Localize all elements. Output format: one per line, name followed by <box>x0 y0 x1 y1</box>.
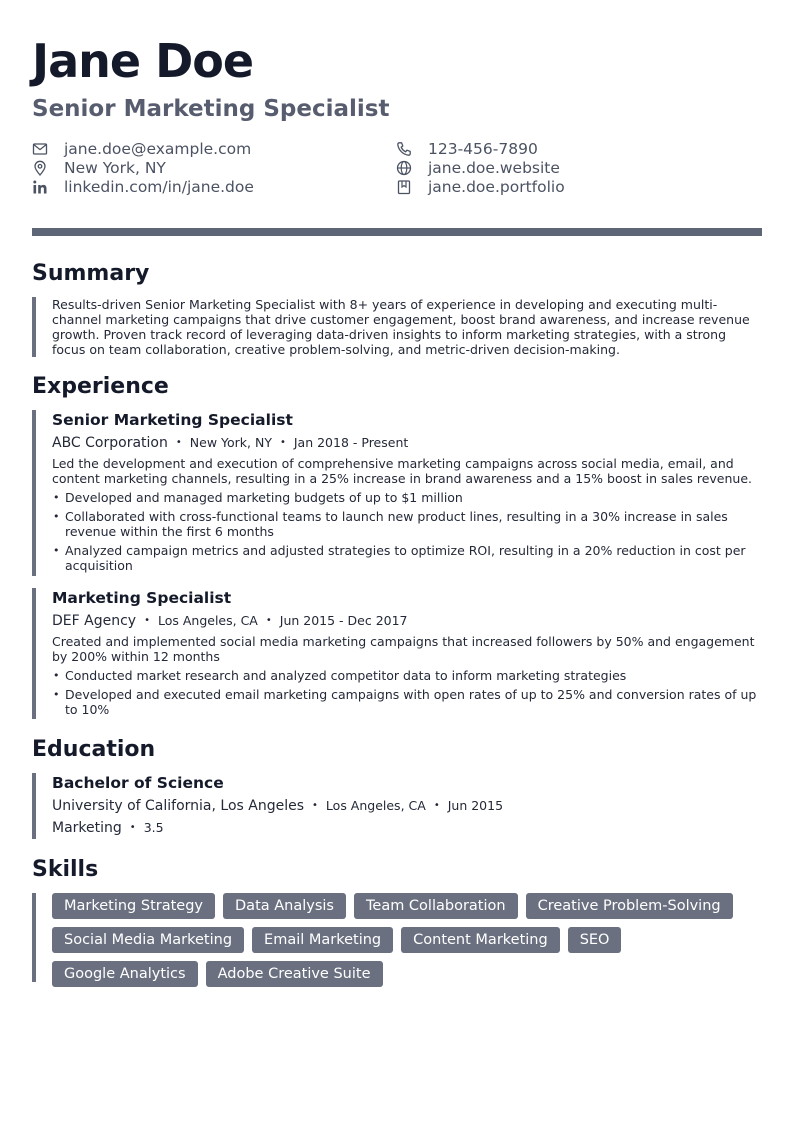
skill-tag: Marketing Strategy <box>52 893 215 919</box>
skill-tag: Content Marketing <box>401 927 560 953</box>
contact-location <box>32 158 254 177</box>
separator-dot: • <box>144 615 150 626</box>
contact-linkedin[interactable] <box>32 177 254 196</box>
job-bullet: • Analyzed campaign metrics and adjusted strategies to optimize ROI, resulting in a 20% reduction in cost per acquisition <box>52 543 762 573</box>
phone-icon <box>396 141 412 157</box>
job-location: New York, NY <box>189 435 272 450</box>
skill-tag: Team Collaboration <box>354 893 518 919</box>
globe-icon <box>396 160 412 176</box>
job-location: Los Angeles, CA <box>157 613 258 628</box>
job-bullets <box>52 490 762 573</box>
candidate-name: Jane Doe <box>32 34 254 88</box>
skills-heading: Skills <box>32 857 99 882</box>
summary-heading: Summary <box>32 261 150 286</box>
job-bullet: • Collaborated with cross-functional teams to launch new product lines, resulting in a 30% increase in sales revenue within the first 6 months <box>52 509 762 539</box>
job-meta <box>52 611 762 631</box>
separator-dot: • <box>279 437 286 448</box>
linkedin-icon <box>32 179 48 195</box>
job-company: ABC Corporation <box>52 435 168 451</box>
skills-list <box>52 893 762 987</box>
skill-tag: Social Media Marketing <box>52 927 244 953</box>
contact-linkedin-text[interactable]: linkedin.com/in/jane.doe <box>64 177 254 196</box>
experience-heading: Experience <box>32 374 169 399</box>
education-location: Los Angeles, CA <box>325 798 426 813</box>
mail-icon <box>32 141 48 157</box>
education-heading: Education <box>32 737 156 762</box>
job-role: Marketing Specialist <box>52 589 232 607</box>
separator-dot: • <box>129 822 136 833</box>
separator-dot: • <box>175 437 182 448</box>
education-item <box>32 773 762 839</box>
contact-portfolio-text[interactable]: jane.doe.portfolio <box>428 177 565 196</box>
skills-block <box>32 893 762 982</box>
skill-tag: Google Analytics <box>52 961 198 987</box>
job-bullet: • Developed and executed email marketing campaigns with open rates of up to 25% and conversion rates of up to 10% <box>52 687 762 717</box>
experience-item <box>32 588 762 719</box>
skill-tag: Data Analysis <box>223 893 346 919</box>
candidate-title: Senior Marketing Specialist <box>32 96 390 122</box>
skill-tag: SEO <box>568 927 622 953</box>
experience-item <box>32 410 762 576</box>
job-bullet: • Conducted market research and analyzed competitor data to inform marketing strategies <box>52 668 762 683</box>
job-dates: Jan 2018 - Present <box>293 435 409 450</box>
job-meta <box>52 433 762 453</box>
skill-tag: Creative Problem-Solving <box>526 893 733 919</box>
job-description: Led the development and execution of comprehensive marketing campaigns across social media, email, and content marketing channels, resulting in a 25% increase in brand awareness and a 15% boost in sales revenue. <box>52 456 752 486</box>
job-bullet: • Developed and managed marketing budgets of up to $1 million <box>52 490 762 505</box>
separator-dot: • <box>265 615 272 626</box>
contact-email-text[interactable]: jane.doe@example.com <box>64 139 252 158</box>
education-school: University of California, Los Angeles <box>52 798 305 814</box>
skill-tag: Email Marketing <box>252 927 393 953</box>
summary-block <box>32 297 762 357</box>
contact-column-right <box>396 139 565 196</box>
contact-phone-text[interactable]: 123-456-7890 <box>428 139 538 158</box>
contact-website-text[interactable]: jane.doe.website <box>428 158 560 177</box>
contact-phone[interactable] <box>396 139 565 158</box>
job-role: Senior Marketing Specialist <box>52 411 293 429</box>
bookmark-icon <box>396 179 412 195</box>
education-field-row <box>52 818 762 838</box>
education-meta <box>52 796 762 816</box>
map-pin-icon <box>32 160 48 176</box>
contact-column-left <box>32 139 254 196</box>
skill-tag: Adobe Creative Suite <box>206 961 383 987</box>
job-company: DEF Agency <box>52 613 137 629</box>
separator-dot: • <box>312 800 318 811</box>
job-bullets <box>52 668 762 717</box>
summary-text: Results-driven Senior Marketing Specialist with 8+ years of experience in developing and executing multi-channel marketing campaigns that drive customer engagement, boost brand awareness, and increase revenue growth. Proven track record of leveraging data-driven insights to inform marketing strategies, with a strong focus on team collaboration, creative problem-solving, and metric-driven decision-making. <box>52 297 750 357</box>
contact-location-text: New York, NY <box>64 158 166 177</box>
header-divider <box>32 228 762 236</box>
separator-dot: • <box>433 800 440 811</box>
job-dates: Jun 2015 - Dec 2017 <box>279 613 408 628</box>
education-field: Marketing <box>52 820 122 836</box>
contact-email[interactable] <box>32 139 254 158</box>
education-gpa: 3.5 <box>143 820 164 835</box>
job-description: Created and implemented social media marketing campaigns that increased followers by 50% and engagement by 200% within 12 months <box>52 634 755 664</box>
education-degree: Bachelor of Science <box>52 774 224 792</box>
education-date: Jun 2015 <box>447 798 504 813</box>
contact-portfolio[interactable] <box>396 177 565 196</box>
contact-website[interactable] <box>396 158 565 177</box>
